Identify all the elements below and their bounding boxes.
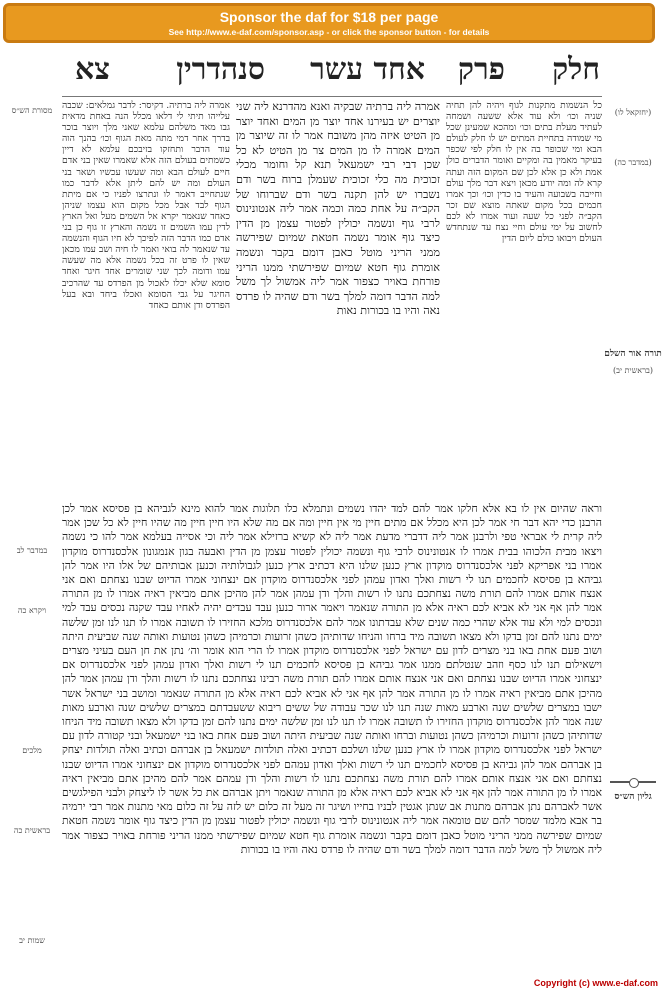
header-chapter: אחד עשר [310,52,425,87]
commentary-left-column: אמרה ליה ברתיה. דקיסר: לדבר גמלאים: שכבה עלייהו תיתי לי דלאו מכלל הנה באחת מדאית גבו מאד משלהם עלמא שאני מלך ויוצר בוכר בדרך אחר דמי מתה מאת הגוף וכו׳ בהנך הוה עוד הדבר ותחזקו בזיבכם עלמא לא דיין כשמתים בעולם הזה אלא שאמרו שאין בני אדם חיים לעולם הבא ומה שעשו עכשיו ושאר בני העולם ומה יש להם ליתן אלא לדבר כמו שנתחייב דאמר לו ונתרצו לפניו כי אם מיתת הגוף לבד אבל מכל מקום הוא עצמו שניהן כאחד שנאמר יקרא אל השמים מעל ואל הארץ לדין עמו השמים זו נשמה והארץ זו גוף כן בני אדם כמו הדבר הזה לפיכך לא חיו הגוף והנשמה עד שנאמר לה בואי ואמר לו חיה ושב עמו מכאן שאין לו פרט זה בכל נשמה אלא מה שעשה עמו ודומה לכך שני שומרים אחד חיגר ואחד סומא שלא יכלו לאכול מן הפרדס עד שהרכיב החיגר על גבי הסומא ואכלו ביחד ובא בעל הפרדס ודן אותם כאחד [62,100,230,311]
margin-note-right-1: (יחזקאל לו) [614,108,652,117]
torah-or-title: תורה אור השלם [604,349,662,359]
copyright-link[interactable]: Copyright (c) www.e-daf.com [533,978,658,988]
gemara-lower-block: וראה שהיום אין לו בא אלא חלקו אמר להם למד יהדו נשמים ונתמלא כלו תלוגות אמר להוא מינא לגביהא בן פסיסא אמר לכן הרבנן כדי יהא דבר חי אמר לכן היא מכלל אם מתים חיין מי אין חיין ומה אם מה שלא היו חיין חיין מה שהיו חיין לא כל שכן אמר ליה קרית לי אבראי טפי ולרבנן אמר ליה דדברי מדעת אמר ליה לא קשיא ברזילא אמר ליה וכי אסייה בעלמא אמר להו כי נשמה ויצאו מבית הלכוהו בבית אמרו לו אנטונינוס לרבי גוף ונשמה יכולין לפטור עצמן מן הדין ואבעה בגון אנמגונון אלכסנדרוס מוקדון אמרו בני אפריקא לפני אלכסנדרוס מוקדון ארץ כנען שלנו היא דכתיב ארץ כנען לגבולותיה וכנען אבותיהם של אלו היו אמר להן גביהא בן פסיסא לחכמים תנו לי רשות ואלך ואדון עמהן לפני אלכסנדרוס מוקדון אם ינצחוני אמרו הדיוט שבנו נצחתם ואם אני אנצח אותם אמרו להם תורת משה נצחתכם נתנו לו רשות והלך ודן עמהן אמר להן מהיכן אתם מביאין ראיה אמרו לו מן התורה אמר להן אף אני לא אביא לכם ראיה אלא מן התורה שנאמר ויאמר ארור כנען עבד עבדים יהיה לאחיו עבד שקנה נכסים עבד למי ונכסים למי ולא עוד אלא שהרי כמה שנים שלא עבדתונו אמר להם אלכסנדרוס מלכא החזירו לו תשובה אמרו לו תנו לנו זמן שלשה ימים נתנו להם זמן בדקו ולא מצאו תשובה מיד ברחו והניחו שדותיהן כשהן זרועות וכרמיהן כשהן נטועות ואותה שנה שביעית היתה ושוב פעם אחת באו בני מצרים לדון עם ישראל לפני אלכסנדרוס מוקדון אמרו לו הרי הוא אומר וה׳ נתן את חן העם בעיני מצרים וישאילום תנו לנו כסף וזהב שנטלתם ממנו אמר גביהא בן פסיסא לחכמים תנו לי רשות ואלך ואדון עמהן לפני אלכסנדרוס אם ינצחוני אמרו הדיוט שבנו נצחתם ואם אני אנצח אותם אמרו להם תורת משה רבינו נצחתכם נתנו לו רשות והלך ודן עמהן אמר להן מהיכן אתם מביאין ראיה אמרו לו מן התורה אמר להן אף אני לא אביא לכם ראיה אלא מן התורה שנאמר ומושב בני ישראל אשר ישבו במצרים שלשים שנה וארבע מאות שנה תנו לנו שכר עבודה של ששים ריבוא ששעבדתם במצרים שלשים שנה וארבע מאות שנה אמר להן אלכסנדרוס מוקדון החזירו לו תשובה אמרו לו תנו לנו זמן שלשה ימים נתנו להם זמן בדקו ולא מצאו תשובה מיד הניחו שדותיהן כשהן זרועות וכרמיהן כשהן נטועות וברחו ואותה שנה שביעית היתה ושוב פעם אחת באו בני ישמעאל ובני קטורה לדון עם ישראל לפני אלכסנדרוס מוקדון אמרו לו ארץ כנען שלנו ושלכם דכתיב ואלה תולדות ישמעאל בן אברהם וכתיב ואלה תולדות יצחק בן אברהם אמר להן גביהא בן פסיסא לחכמים תנו לי רשות ואלך ואדון עמהם לפני אלכסנדרוס מוקדון אם ינצחוני אמרו הדיוט שבנו נצחתם ואם אני אנצח אותם אמרו להם תורת משה נצחתכם נתנו לו רשות והלך ודן עמהם אמר להם מהיכן אתם מביאין ראיה אמרו לו מן התורה אמר להן אף אני לא אביא לכם ראיה אלא מן התורה שנאמר ויתן אברהם את כל אשר לו ליצחק ולבני הפילגשים אשר לאברהם נתן אברהם מתנות אב שנתן אגטין לבניו בחייו ושיגר זה מעל זה כלום יש לזה על זה כלום מאי מתנות אמר רבי ירמיה בר אבא מלמד שמסר להם שם טומאה אמר ליה אנטונינוס לרבי גוף ונשמה יכולין לפטור עצמן מן הדין כיצד גוף אומר נשמה חטאת שמיום שפירשה ממני הריני מוטל כאבן דומם בקבר ונשמה אומרת גוף חטא שמיום שפירשתי ממנו הריני פורחת באויר כצפור אמר ליה אמשול לך משל למה הדבר דומה למלך בשר ודם שהיה לו פרדס נאה והיו בו בכורות [62,502,602,856]
header-rule [62,96,602,97]
margin-note-left-2: בראשית כה [13,826,51,835]
margin-note-left-4: ויקרא כה [17,606,47,615]
margin-note-left-3: במדבר לב [16,546,48,555]
margin-note-left-5: שמות יב [19,936,45,945]
sponsor-banner[interactable] [3,3,655,43]
page-header [60,52,600,94]
sponsor-title[interactable]: Sponsor the daf for $18 per page [219,9,439,25]
header-perek-label: פרק [457,52,505,87]
ornament-divider [610,781,656,783]
talmud-page [0,46,666,990]
gilyon-hashas-title: גליון הש״ס [614,792,652,802]
header-perek: חלק [552,52,600,87]
margin-note-right-3: (בראשית יב) [613,366,653,375]
header-page-number: צא [75,52,110,87]
gemara-column: אמרה ליה ברתיה שבקיה ואנא מהדרנא ליה שני יוצרים יש בעירנו אחד יוצר מן המים ואחד יוצר מן הטיט איזה מהן משובח אמר לו זה שיוצר מן המים אמרה לו מן המים צר מן הטיט לא כל שכן דבי רבי ישמעאל תנא קל וחומר מכלי זכוכית מה כלי זכוכית שעמלן ברוח בשר ודם נשברו יש להן תקנה בשר ודם שברוחו של הקב״ה על אחת כמה וכמה אמר ליה אנטונינוס לרבי גוף ונשמה יכולין לפטור עצמן מן הדין כיצד גוף אומר נשמה חטאת שמיום שפירשה ממני הריני מוטל כאבן דומם בקבר ונשמה אומרת גוף חטא שמיום שפירשתי ממנו הריני פורחת באויר כצפור אמר ליה אמשול לך משל למה הדבר דומה למלך בשר ודם שהיה לו פרדס נאה והיו בו בכורות נאות [236,100,440,318]
header-tractate: סנהדרין [176,52,265,87]
commentary-right-column: כל הנשמות מתקנות לגוף ויהיה להן תחיה שניה וכו׳ ולא עוד אלא ששעה ושמחה לעתיד מעלת בתים וכו׳ ומהכא שמעינן שכל מי שמודה בתחיית המתים יש לו חלק לעולם הבא ומי שכופר בה אין לו חלק לפי שכפר בעיקר מאמין בה ומקיים ואומר הדברים כולן אמת ולא כן אלא לכן שם המקום הזה ועתה קרא לה ומה יודע מכאן ויצא דבר מלך עולם וחייבה בשבועה והעיד בו כדין וכו׳ וכך אמרו חכמים בכל מקום שאתה מוצא שם זכר הקב״ה לפני כל שעה ועוד אמרו לא לכם לחשוב על ימי עולם וחיי נצח עד שנתחדש העולם ויבואו כולם ליום הדין [446,100,602,245]
margin-masoret: מסורת הש״ס [11,106,53,115]
margin-note-right-2: (במדבר כה) [614,158,652,167]
sponsor-subtitle[interactable]: See http://www.e-daf.com/sponsor.asp - or click the sponsor button - for details [168,27,490,37]
margin-note-left-1: מלכים [22,746,42,755]
